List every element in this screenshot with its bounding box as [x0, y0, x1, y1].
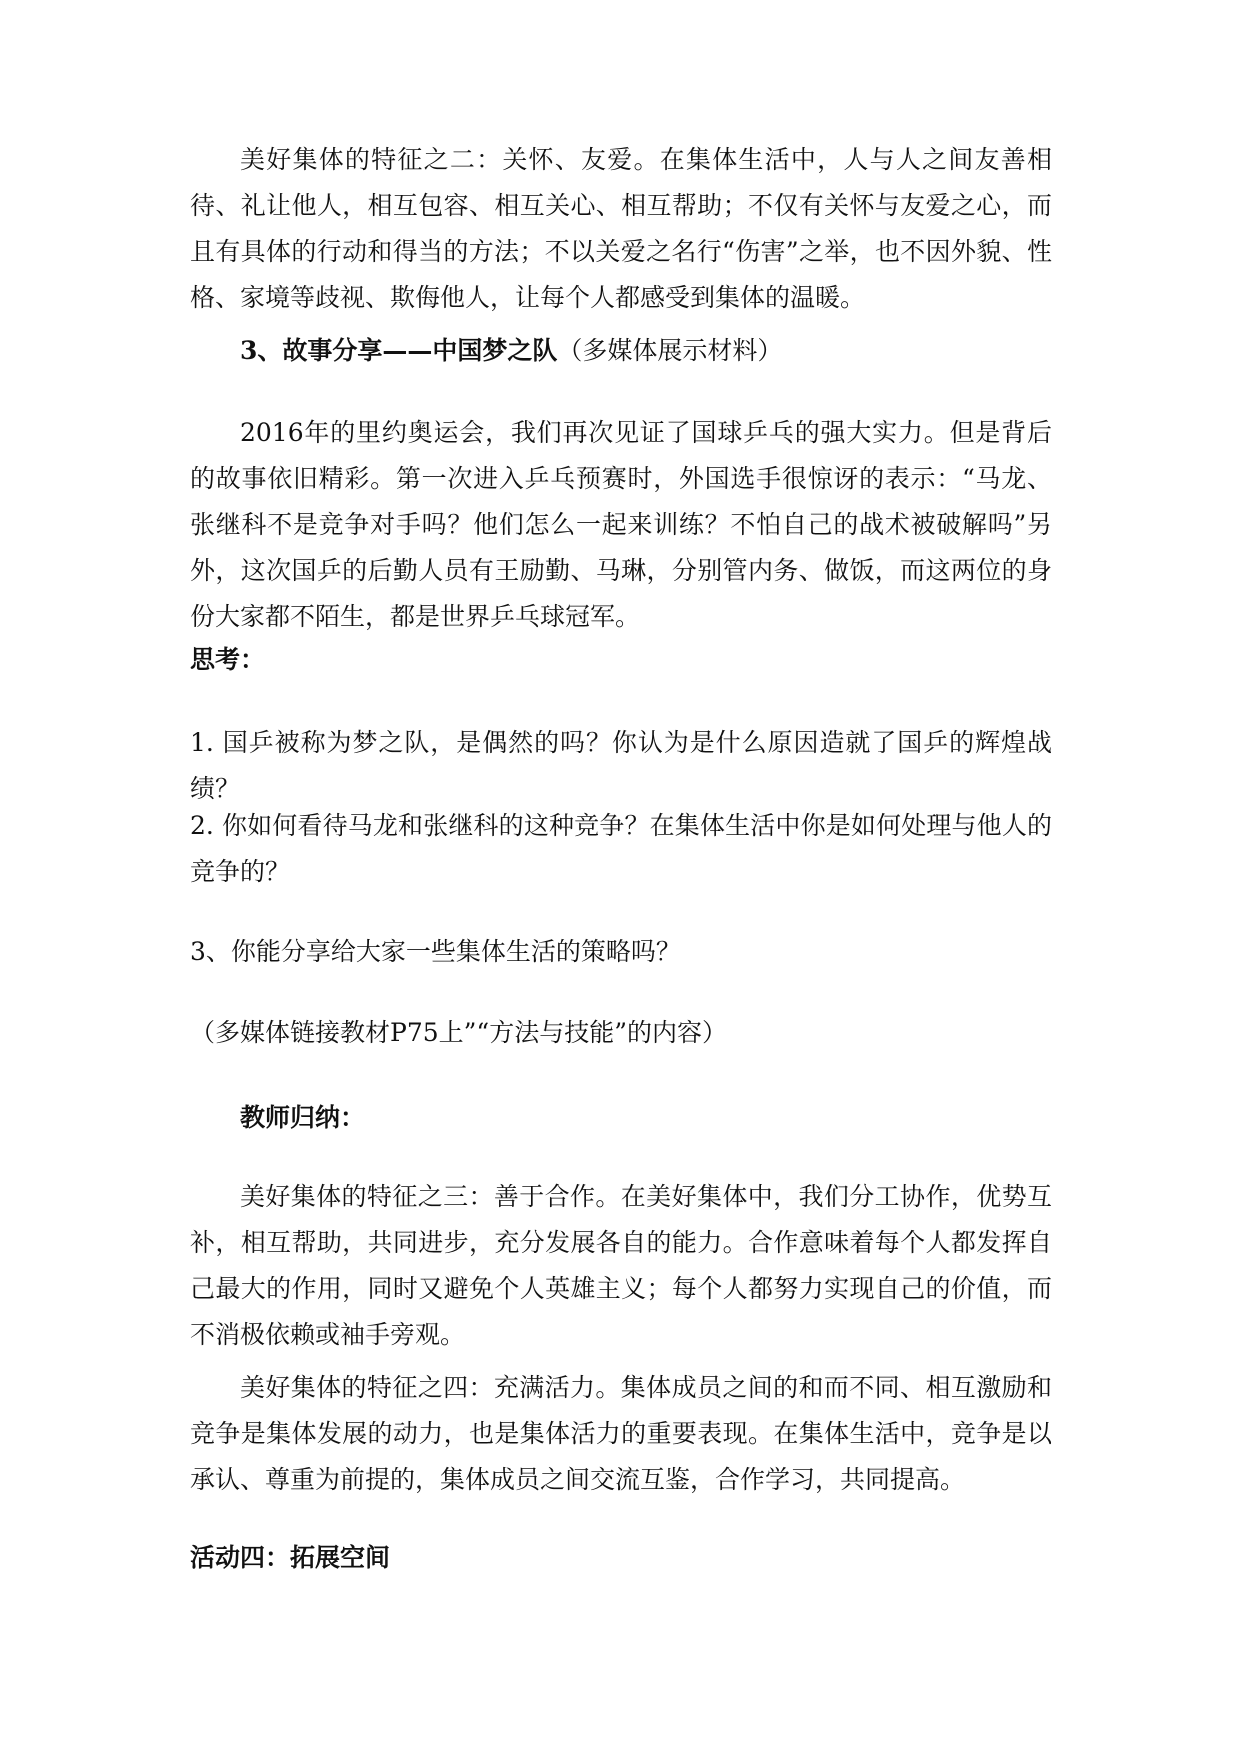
story-heading-note: （多媒体展示材料） [557, 336, 783, 365]
story-heading: 3、故事分享——中国梦之队 [240, 336, 558, 365]
teacher-summary-heading: 教师归纳： [240, 1103, 366, 1132]
question-1: 1. 国乒被称为梦之队，是偶然的吗？你认为是什么原因造就了国乒的辉煌战绩？ [190, 728, 1052, 803]
story-paragraph: 2016年的里约奥运会，我们再次见证了国球乒乓的强大实力。但是背后的故事依旧精彩。第一次进入乒乓预赛时，外国选手很惊讶的表示：“马龙、张继科不是竞争对手吗？他们怎么一起来训练？不怕自己的战术被破解吗”另外，这次国乒的后勤人员有王励勤、马琳，分别管内务、做饭，而这两位的身份大家都不陌生，都是世界乒乓球冠军。 [190, 418, 1052, 631]
question-2: 2. 你如何看待马龙和张继科的这种竞争？在集体生活中你是如何处理与他人的竞争的？ [190, 811, 1052, 886]
paragraph-feature-3: 美好集体的特征之三：善于合作。在美好集体中，我们分工协作，优势互补，相互帮助，共同进步，充分发展各自的能力。合作意味着每个人都发挥自己最大的作用，同时又避免个人英雄主义；每个人都努力实现自己的价值，而不消极依赖或袖手旁观。 [190, 1182, 1052, 1349]
paragraph-feature-4: 美好集体的特征之四：充满活力。集体成员之间的和而不同、相互激励和竞争是集体发展的动力，也是集体活力的重要表现。在集体生活中，竞争是以承认、尊重为前提的，集体成员之间交流互鉴，合作学习，共同提高。 [190, 1373, 1052, 1494]
paragraph-feature-2: 美好集体的特征之二：关怀、友爱。在集体生活中，人与人之间友善相待、礼让他人，相互包容、相互关心、相互帮助；不仅有关怀与友爱之心，而且有具体的行动和得当的方法；不以关爱之名行“伤害”之举，也不因外貌、性格、家境等歧视、欺侮他人，让每个人都感受到集体的温暖。 [190, 145, 1052, 312]
media-note: （多媒体链接教材P75上”“方法与技能”的内容） [190, 1018, 727, 1047]
think-label: 思考： [190, 645, 266, 674]
story-heading-line [240, 328, 1052, 374]
question-3: 3、你能分享给大家一些集体生活的策略吗？ [190, 937, 681, 966]
activity-4-heading: 活动四：拓展空间 [190, 1543, 391, 1572]
